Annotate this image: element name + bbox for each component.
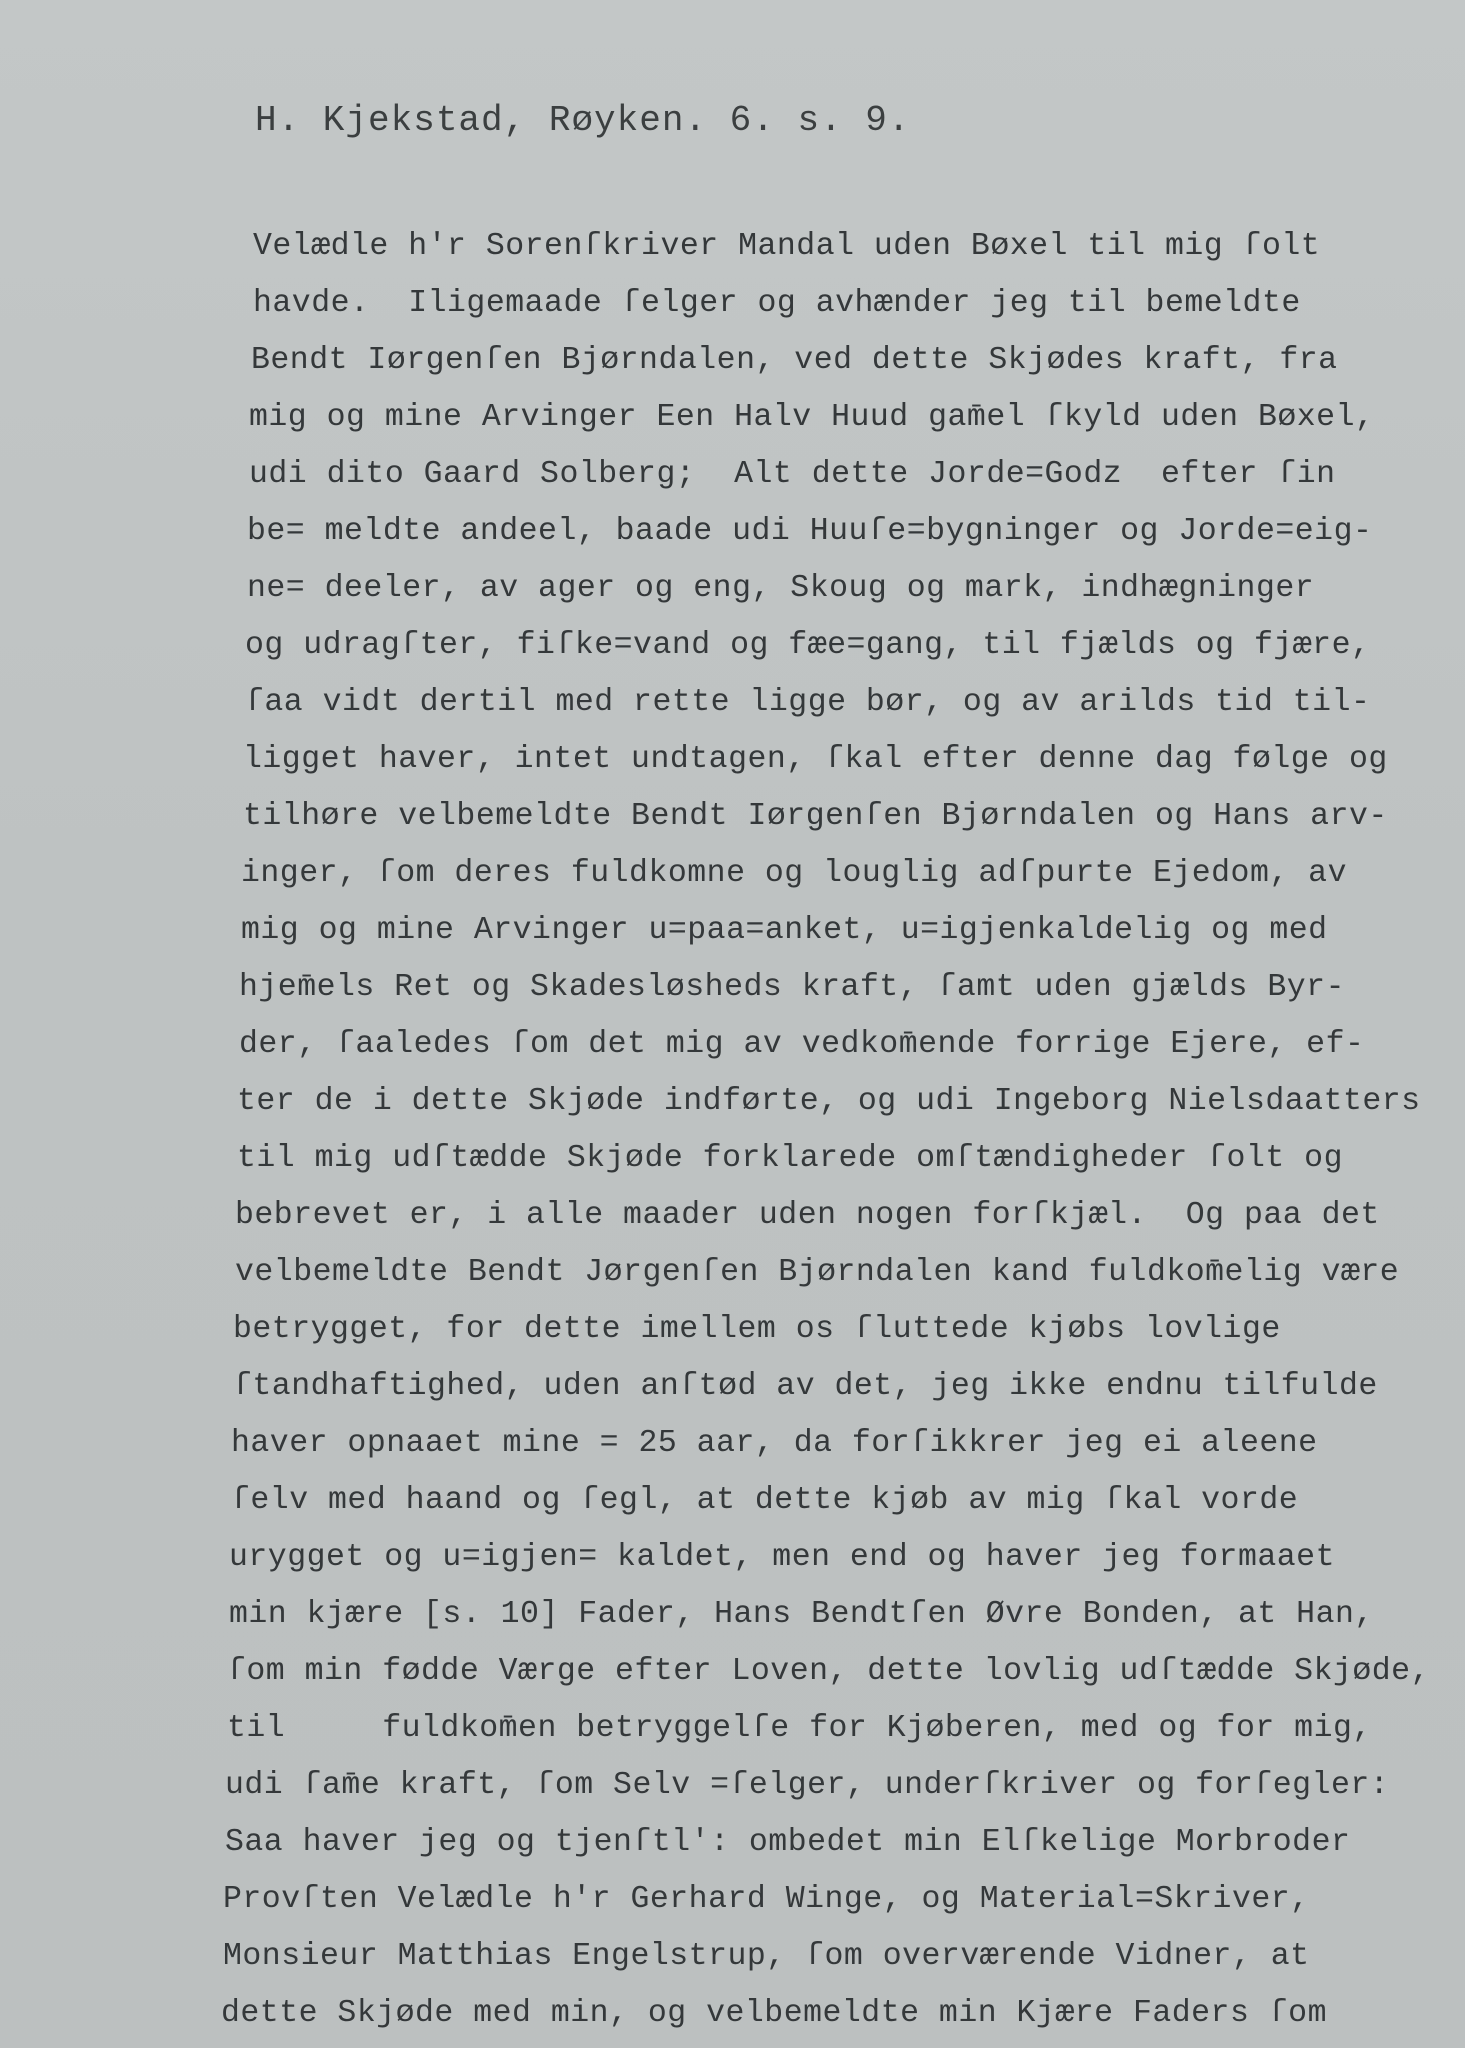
- text-line: be= meldte andeel, baade udi Huuſe=bygninger og Jorde=eig-: [247, 514, 1373, 549]
- page-header: H. Kjekstad, Røyken. 6. s. 9.: [255, 100, 911, 141]
- text-line: hjem̄els Ret og Skadesløsheds kraft, ſamt uden gjælds Byr-: [239, 970, 1345, 1005]
- text-line: Monsieur Matthias Engelstrup, ſom overværende Vidner, at: [223, 1939, 1310, 1974]
- text-line: ſom min fødde Værge efter Loven, dette lovlig udſtædde Skjøde,: [227, 1654, 1430, 1689]
- text-line: Bendt Iørgenſen Bjørndalen, ved dette Skjødes kraft, fra: [251, 343, 1338, 378]
- text-line: udi dito Gaard Solberg; Alt dette Jorde=Godz efter ſin: [249, 457, 1336, 492]
- text-line: ligget haver, intet undtagen, ſkal efter denne dag følge og: [243, 742, 1388, 777]
- text-line: havde. Iligemaade ſelger og avhænder jeg til bemeldte: [253, 286, 1301, 321]
- text-line: bebrevet er, i alle maader uden nogen forſkjæl. Og paa det: [235, 1198, 1380, 1233]
- text-line: inger, ſom deres fuldkomne og louglig adſpurte Ejedom, av: [241, 856, 1347, 891]
- text-line: ne= deeler, av ager og eng, Skoug og mark, indhægninger: [247, 571, 1315, 606]
- text-line: til fuldkom̄en betryggelſe for Kjøberen, med og for mig,: [227, 1711, 1372, 1746]
- text-line: ter de i dette Skjøde indførte, og udi Ingeborg Nielsdaatters: [237, 1084, 1421, 1119]
- text-line: dette Skjøde med min, og velbemeldte min Kjære Faders ſom: [221, 1996, 1327, 2031]
- text-line: min kjære [s. 10] Fader, Hans Bendtſen Øvre Bonden, at Han,: [229, 1597, 1374, 1632]
- text-line: ſtandhaftighed, uden anſtød av det, jeg ikke endnu tilfulde: [233, 1369, 1378, 1404]
- text-line: urygget og u=igjen= kaldet, men end og haver jeg formaaet: [229, 1540, 1335, 1575]
- text-line: Provſten Velædle hʹr Gerhard Winge, og Material=Skriver,: [223, 1882, 1310, 1917]
- document-body: [221, 218, 1430, 2042]
- text-line: betrygget, for dette imellem os ſluttede kjøbs lovlige: [233, 1312, 1281, 1347]
- text-line: ſaa vidt dertil med rette ligge bør, og av arilds tid til-: [245, 685, 1371, 720]
- text-line: Saa haver jeg og tjenſtlʹ: ombedet min Elſkelige Morbroder: [225, 1825, 1351, 1860]
- text-line: og udragſter, fiſke=vand og fæe=gang, til fjælds og fjære,: [245, 628, 1371, 663]
- text-line: udi ſam̄e kraft, ſom Selv =ſelger, underſkriver og forſegler:: [225, 1768, 1390, 1803]
- text-line: haver opnaaet mine = 25 aar, da forſikkrer jeg ei aleene: [231, 1426, 1318, 1461]
- text-line: Velædle hʹr Sorenſkriver Mandal uden Bøxel til mig ſolt: [253, 229, 1321, 264]
- text-line: tilhøre velbemeldte Bendt Iørgenſen Bjørndalen og Hans arv-: [243, 799, 1388, 834]
- text-line: mig og mine Arvinger Een Halv Huud gam̄el ſkyld uden Bøxel,: [249, 400, 1375, 435]
- text-line: velbemeldte Bendt Jørgenſen Bjørndalen kand fuldkom̄elig være: [235, 1255, 1400, 1290]
- text-line: ſelv med haand og ſegl, at dette kjøb av mig ſkal vorde: [231, 1483, 1299, 1518]
- text-line: til mig udſtædde Skjøde forklarede omſtændigheder ſolt og: [237, 1141, 1343, 1176]
- text-line: mig og mine Arvinger u=paa=anket, u=igjenkaldelig og med: [241, 913, 1328, 948]
- text-line: der, ſaaledes ſom det mig av vedkom̄ende forrige Ejere, ef-: [239, 1027, 1365, 1062]
